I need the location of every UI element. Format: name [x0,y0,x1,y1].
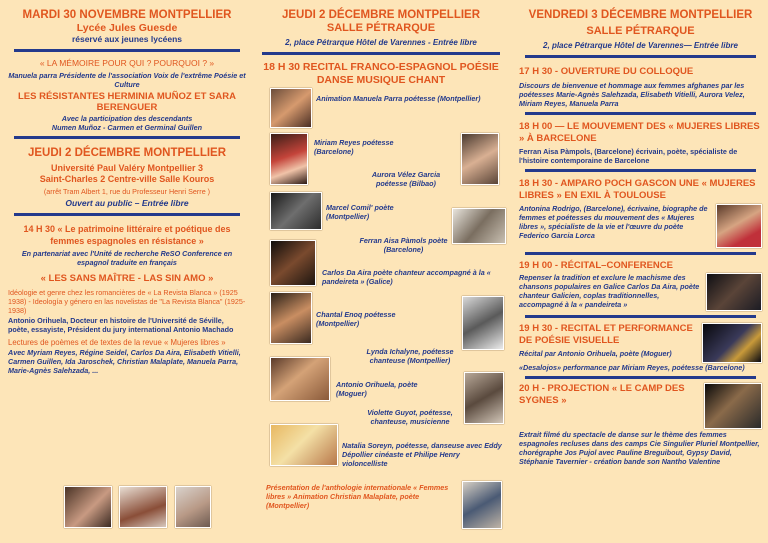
c3-h19: 19 H 00 - RÉCITAL–CONFERENCE [519,260,673,271]
c1-antonio: Antonio Orihuela, Docteur en histoire de l'Université de Séville, poète, essayiste, Président du jury international Antonio Machado [8,316,234,334]
c2-recital: 18 H 30 RECITAL FRANCO-ESPAGNOL POÉSIE DANSE MUSIQUE CHANT [263,61,499,86]
reader-photo-3 [175,486,211,528]
photo-performance [702,323,762,363]
c1-day2-title: JEUDI 2 DÉCEMBRE MONTPELLIER [27,147,227,159]
c2-addr: 2, place Pétrarque Hôtel de Varennes - Entrée libre [285,38,477,47]
photo-violette [464,372,504,424]
c1-title: MARDI 30 NOVEMBRE MONTPELLIER [22,9,232,21]
divider [14,49,240,52]
c1-sans-maitre: « LES SANS MAÎTRE - LAS SIN AMO » [40,273,214,284]
divider [525,315,756,318]
column-tuesday [8,0,246,543]
c3-recital: Récital par Antonio Orihuela, poète (Moguer) [519,349,672,358]
reader-photo-2 [119,486,167,528]
divider [525,376,756,379]
c3-addr: 2, place Pétrarque Hôtel de Varennes— Entrée libre [543,41,738,50]
c3-h18: 18 H 00 — LE MOUVEMENT DES « MUJERES LIBRES » À BARCELONE [519,121,760,144]
c3-desalojos: «Desalojos» performance par Miriam Reyes, poétesse (Barcelone) [519,363,745,372]
c3-ferran: Ferran Aisa Pàmpols, (Barcelone) écrivain, poète, spécialiste de l'histoire contemporaine de Barcelone [519,147,738,165]
divider [525,169,756,172]
c1-lectures-avec: Avec Myriam Reyes, Régine Seidel, Carlos Da Aira, Elisabeth Vitielli, Carmen Guillen, Ida Jaroschek, Christian Malaplate, Manuela Parra, Marie-Agnès Salehzada, ... [8,347,241,375]
c2-anim: Animation Manuela Parra poétesse (Montpellier) [316,94,481,103]
c1-school: Lycée Jules Guesde [76,22,178,34]
photo-natalia [270,424,338,466]
photo-antonio [270,357,330,401]
c3-h20: 20 H - PROJECTION « LE CAMP DES SYGNES » [519,383,685,406]
c2-title: JEUDI 2 DÉCEMBRE MONTPELLIER [281,9,481,21]
c1-descendants: Numen Muñoz - Carmen et Germinal Guillen [51,123,203,132]
c3-h1830: 18 H 30 - AMPARO POCH GASCON UNE « MUJERES LIBRES » EN EXIL À TOULOUSE [519,178,756,201]
c2-salle: SALLE PÉTRARQUE [326,22,436,34]
c3-antonina: Antonina Rodrigo, (Barcelone), écrivaine, biographe de femmes et poétesses du mouvement des « Mujeres libres », spécialiste de la vie et l'œuvre du poète Federico Garcia Lorca [519,204,708,240]
photo-manuela-parra [270,88,312,128]
c3-h20-block [519,383,762,429]
photo-antonina [716,204,762,248]
photo-carlos [270,240,316,286]
c2-violette: Violette Guyot, poétesse, chanteuse, musicienne [367,408,453,426]
divider [14,213,240,216]
column-friday [519,0,762,543]
c1-patrimoine: 14 H 30 « Le patrimoine littéraire et poétique des femmes espagnoles en résistance » [23,224,231,246]
photo-christian [462,481,502,529]
c1-memoire-title: « LA MÉMOIRE POUR QUI ? POURQUOI ? » [39,58,215,68]
c3-h1930: 19 H 30 - RECITAL ET PERFORMANCE DE POÉSIE VISUELLE [519,323,693,346]
photo-marcel [270,192,322,230]
c3-h17: 17 H 30 - OUVERTURE DU COLLOQUE [519,66,694,77]
c2-ferran: Ferran Aisa Pàmols poète (Barcelone) [359,236,448,254]
photo-projection [704,383,762,429]
c2-miriam: Miriam Reyes poétesse (Barcelone) [314,138,394,156]
photo-chantal [270,292,312,344]
c3-h1930-block [519,323,762,363]
photo-conference [706,273,762,311]
divider [262,52,500,55]
c2-lynda: Lynda Ichalyne, poétesse chanteuse (Montpellier) [366,347,454,365]
photo-aurora [461,133,499,185]
c3-antonina-block [519,204,762,248]
c3-title: VENDREDI 3 DÉCEMBRE MONTPELLIER [528,9,753,21]
c1-lectures: Lectures de poèmes et de textes de la revue « Mujeres libres » [8,338,226,347]
c1-reserved: réservé aux jeunes lycéens [71,34,183,44]
c2-aurora: Aurora Vélez Garcia poétesse (Bilbao) [371,170,441,188]
c3-h1930-text [519,323,698,363]
c1-tram: (arrêt Tram Albert 1, rue du Professeur Henri Serre ) [43,187,211,196]
c3-extrait: Extrait filmé du spectacle de danse sur le thème des femmes espagnoles recluses dans des camps Cie Singulier Pluriel Montpellier, chorégraphe Jos Pujol avec Pauline Breguibout, Gypsy David, Stéphanie Tavernier - création bande son Nantho Valentine [519,430,760,466]
c1-partenariat: En partenariat avec l'Unité de recherche ReSO Conference en espagnol traduite en français [21,249,233,267]
c2-carlos: Carlos Da Aira poète chanteur accompagné à la « pandeireta » (Galice) [322,268,491,286]
c2-antonio: Antonio Orihuela, poète (Moguer) [336,380,418,398]
c3-discours: Discours de bienvenue et hommage aux femmes afghanes par les poétesses Marie-Agnès Salehzada, Elisabeth Vitielli, Aurora Velez, Miriam Reyes, Manuela Parra [519,81,745,108]
photo-ferran [452,208,506,244]
photo-lynda [462,296,504,350]
c1-ideologie: Idéologie et genre chez les romancières de « La Revista Blanca » (1925 1938) - Ideología y género en las novelistas de "La Revista Blanca" (1925-1938) [8,288,246,315]
c2-presentation: Présentation de l'anthologie internationale « Femmes libres » Animation Christian Malaplate, poète (Montpellier) [266,483,449,510]
column-thursday [256,0,506,543]
c1-participation: Avec la participation des descendants [61,114,193,123]
c1-salle: Saint-Charles 2 Centre-ville Salle Kouros [39,174,215,184]
c1-memoire-by: Manuela parra Présidente de l'association Voix de l'extrême Poésie et Culture [8,71,246,89]
c1-resistantes: LES RÉSISTANTES HERMINIA MUÑOZ ET SARA BERENGUER [18,91,236,113]
c3-salle: SALLE PÉTRARQUE [586,25,695,37]
divider [525,252,756,255]
divider [14,136,240,139]
c3-repenser-block [519,273,762,311]
c3-repenser: Repenser la tradition et exclure le machisme des chansons populaires en Galice Carlos Da Aira, poète chanteur Galicien, coplas traditionnelles, accompagné à la « pandeireta » [519,273,700,309]
divider [525,55,756,58]
c1-open: Ouvert au public – Entrée libre [65,198,189,208]
c1-univ: Université Paul Valéry Montpellier 3 [50,163,204,173]
divider [525,112,756,115]
c2-chantal: Chantal Enoq poétesse (Montpellier) [316,310,396,328]
reader-photo-1 [64,486,112,528]
c2-marcel: Marcel Comil' poète (Montpellier) [326,203,394,221]
c2-natalia: Natalia Soreyn, poétesse, danseuse avec Eddy Dépollier cinéaste et Philipe Henry violoncelliste [342,441,502,468]
photo-miriam-reyes [270,133,308,185]
